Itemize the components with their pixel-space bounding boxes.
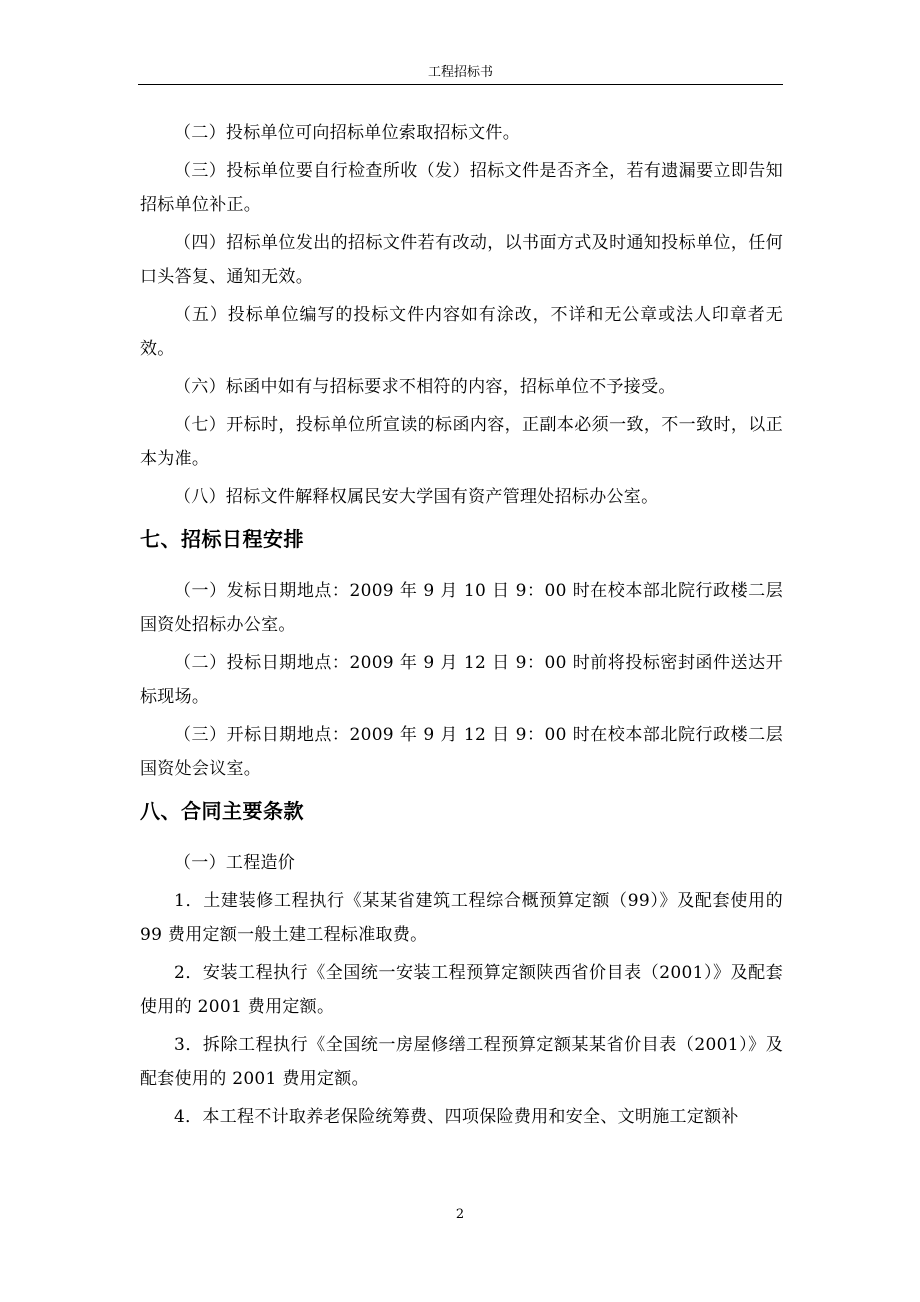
paragraph: 4．本工程不计取养老保险统筹费、四项保险费用和安全、文明施工定额补 (174, 1107, 739, 1127)
paragraph: 2．安装工程执行《全国统一安装工程预算定额陕西省价目表（2001）》及配套使用的 2001 费用定额。 (140, 963, 783, 1017)
paragraph: （八）招标文件解释权属民安大学国有资产管理处招标办公室。 (174, 487, 659, 507)
paragraph: （六）标函中如有与招标要求不相符的内容，招标单位不予接受。 (174, 377, 676, 397)
document-body (140, 116, 783, 1138)
paragraph: （四）招标单位发出的招标文件若有改动，以书面方式及时通知投标单位，任何口头答复、通知无效。 (140, 233, 783, 287)
paragraph: （二）投标日期地点：2009 年 9 月 12 日 9：00 时前将投标密封函件送达开标现场。 (140, 653, 783, 707)
paragraph: （七）开标时，投标单位所宣读的标函内容，正副本必须一致，不一致时，以正本为准。 (140, 415, 783, 469)
paragraph: 3．拆除工程执行《全国统一房屋修缮工程预算定额某某省价目表（2001）》及配套使用的 2001 费用定额。 (140, 1035, 783, 1089)
paragraph: （三）投标单位要自行检查所收（发）招标文件是否齐全，若有遗漏要立即告知招标单位补正。 (140, 161, 783, 215)
running-header: 工程招标书 (427, 65, 493, 80)
header-rule (138, 84, 783, 85)
paragraph: （一）工程造价 (174, 853, 296, 873)
page-number: 2 (455, 1207, 465, 1222)
paragraph: （五）投标单位编写的投标文件内容如有涂改，不详和无公章或法人印章者无效。 (140, 305, 783, 359)
paragraph: 1．土建装修工程执行《某某省建筑工程综合概预算定额（99）》及配套使用的 99 费用定额一般土建工程标准取费。 (140, 891, 783, 945)
paragraph: （三）开标日期地点：2009 年 9 月 12 日 9：00 时在校本部北院行政楼二层国资处会议室。 (140, 725, 783, 779)
paragraph: （二）投标单位可向招标单位索取招标文件。 (174, 123, 520, 143)
section-heading: 八、合同主要条款 (140, 799, 304, 823)
section-heading: 七、招标日程安排 (140, 527, 304, 551)
paragraph: （一）发标日期地点：2009 年 9 月 10 日 9：00 时在校本部北院行政楼二层国资处招标办公室。 (140, 581, 783, 635)
